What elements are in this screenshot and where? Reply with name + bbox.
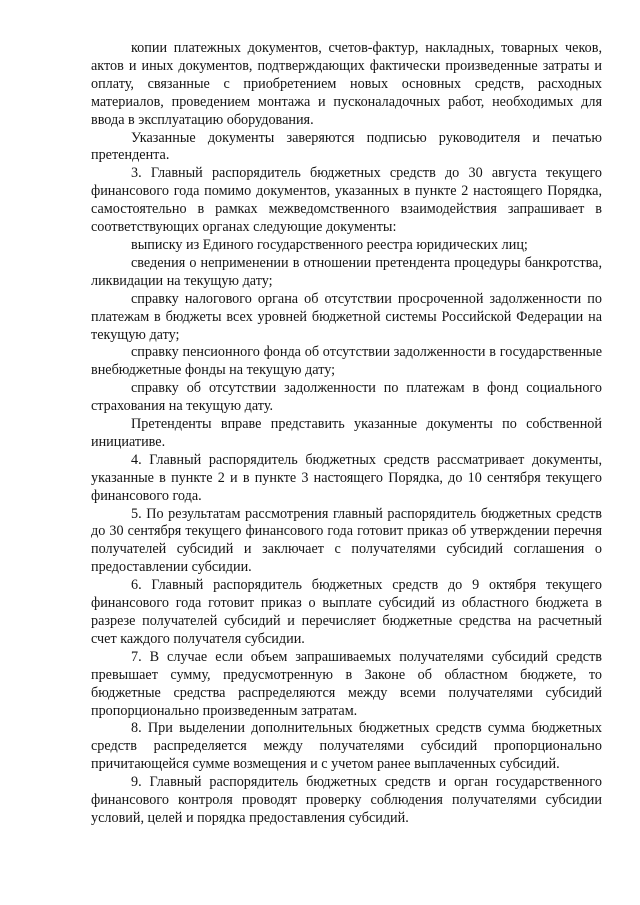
paragraph-item-4: 4. Главный распорядитель бюджетных средств рассматривает документы, указанные в пункте 2 и в пункте 3 настоящего Порядка, до 10 сентября текущего финансового года. [91, 451, 602, 504]
paragraph-certification: Указанные документы заверяются подписью руководителя и печатью претендента. [91, 129, 602, 164]
paragraph-social-insurance-certificate: справку об отсутствии задолженности по платежам в фонд социального страхования на текущую дату. [91, 380, 602, 415]
paragraph-payment-documents: копии платежных документов, счетов-фактур, накладных, товарных чеков, актов и иных документов, подтверждающих фактически произведенные затраты и оплату, связанные с приобретением новых основных средств, расходных материалов, проведением монтажа и пусконаладочных работ, необходимых для ввода в эксплуатацию оборудования. [91, 40, 602, 128]
paragraph-item-8: 8. При выделении дополнительных бюджетных средств сумма бюджетных средств распределяется между получателями субсидий пропорционально причитающейся сумме возмещения и с учетом ранее выплаченных субсидий. [91, 720, 602, 773]
paragraph-bankruptcy-info: сведения о неприменении в отношении претендента процедуры банкротства, ликвидации на текущую дату; [91, 254, 602, 289]
paragraph-item-9: 9. Главный распорядитель бюджетных средств и орган государственного финансового контроля проводят проверку соблюдения получателями субсидии условий, целей и порядка предоставления субсидий. [91, 774, 602, 826]
paragraph-registry-extract: выписку из Единого государственного реестра юридических лиц; [131, 236, 528, 253]
paragraph-pension-certificate: справку пенсионного фонда об отсутствии задолженности в государственные внебюджетные фонды на текущую дату; [91, 344, 602, 379]
paragraph-item-5: 5. По результатам рассмотрения главный распорядитель бюджетных средств до 30 сентября текущего финансового года готовит приказ об утверждении перечня получателей субсидий и заключает с получателями субсидий соглашения о предоставлении субсидии. [91, 505, 602, 576]
paragraph-tax-certificate: справку налогового органа об отсутствии просроченной задолженности по платежам в бюджеты всех уровней бюджетной системы Российской Федерации на текущую дату; [91, 290, 602, 343]
paragraph-own-initiative: Претенденты вправе представить указанные документы по собственной инициативе. [91, 416, 602, 450]
paragraph-item-3: 3. Главный распорядитель бюджетных средств до 30 августа текущего финансового года помимо документов, указанных в пункте 2 настоящего Порядка, самостоятельно в рамках межведомственного взаимодействия запрашивает в соответствующих органах следующие документы: [91, 165, 602, 236]
paragraph-item-6: 6. Главный распорядитель бюджетных средств до 9 октября текущего финансового года готовит приказ о выплате субсидий из областного бюджета в разрезе получателей субсидий и перечисляет бюджетные средства на расчетный счет каждого получателя субсидии. [91, 577, 602, 647]
paragraph-item-7: 7. В случае если объем запрашиваемых получателями субсидий средств превышает сумму, предусмотренную в Законе об областном бюджете, то бюджетные средства распределяются между всеми получателями субсидий пропорционально произведенным затратам. [91, 648, 602, 719]
